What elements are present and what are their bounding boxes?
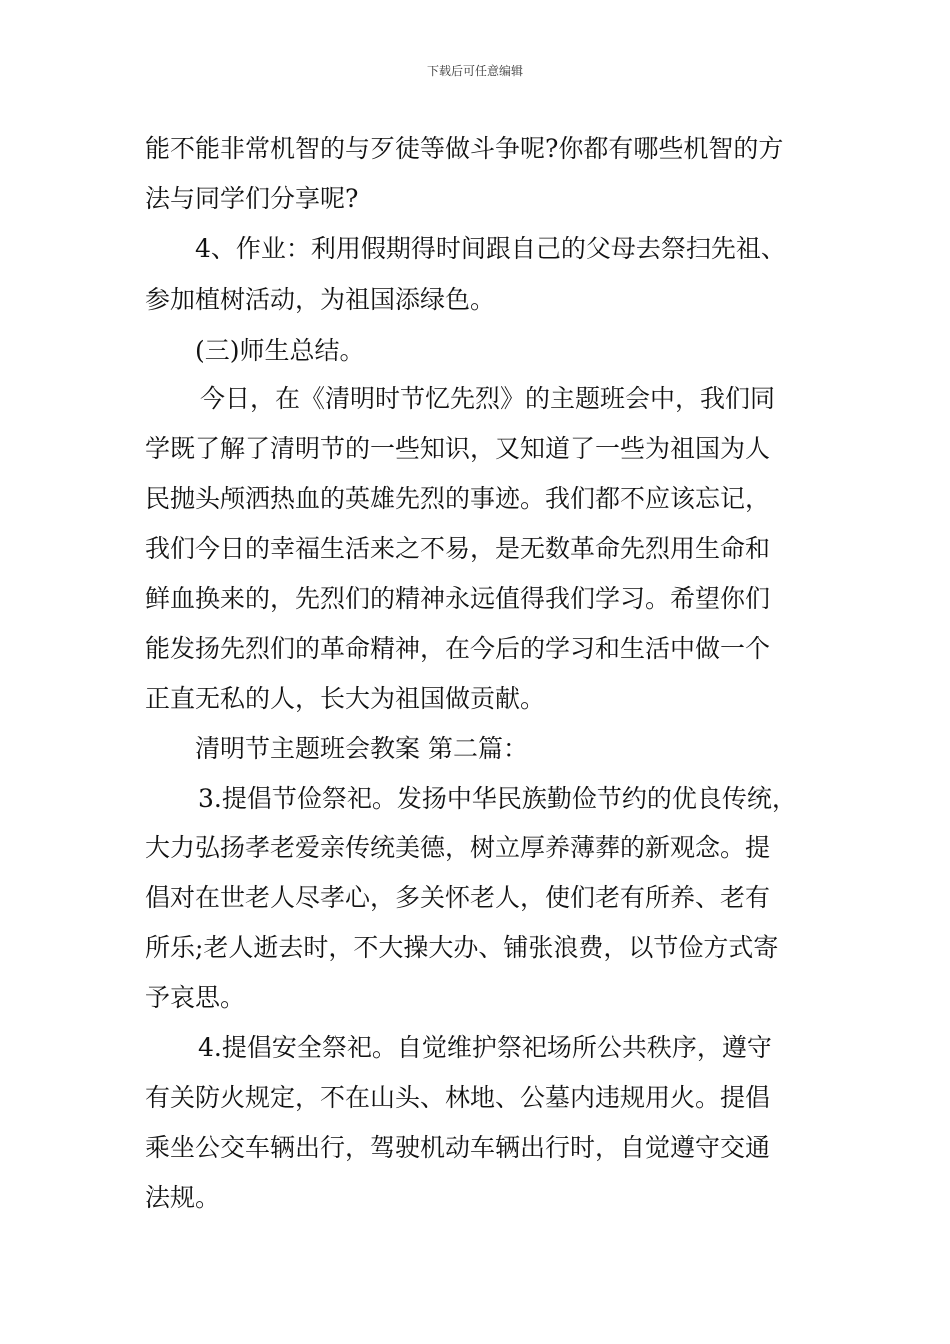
text-line: 我们今日的幸福生活来之不易，是无数革命先烈用生命和 (145, 534, 771, 563)
text-line: 所乐;老人逝去时，不大操大办、铺张浪费，以节俭方式寄 (145, 933, 779, 962)
text-line: 有关防火规定，不在山头、林地、公墓内违规用火。提倡 (145, 1083, 771, 1112)
page-header-note: 下载后可任意编辑 (426, 64, 523, 78)
text-line: 民抛头颅洒热血的英雄先烈的事迹。我们都不应该忘记， (145, 484, 771, 513)
text-line: 今日，在《清明时节忆先烈》的主题班会中，我们同 (200, 384, 776, 413)
text-line: 法与同学们分享呢? (145, 184, 359, 213)
text-line: 4、作业：利用假期得时间跟自己的父母去祭扫先祖、 (195, 234, 786, 263)
text-line: 大力弘扬孝老爱亲传统美德，树立厚养薄葬的新观念。提 (145, 833, 771, 862)
text-line: 能发扬先烈们的革命精神，在今后的学习和生活中做一个 (145, 634, 771, 663)
section-heading: 清明节主题班会教案 第二篇： (195, 734, 528, 763)
text-line: 参加植树活动，为祖国添绿色。 (145, 285, 496, 314)
text-line: 倡对在世老人尽孝心，多关怀老人，使们老有所养、老有 (145, 883, 771, 912)
text-line: 正直无私的人，长大为祖国做贡献。 (145, 684, 546, 713)
text-line: 能不能非常机智的与歹徒等做斗争呢?你都有哪些机智的方 (145, 134, 784, 163)
text-line: 4.提倡安全祭祀。自觉维护祭祀场所公共秩序，遵守 (198, 1033, 772, 1062)
text-line: 鲜血换来的，先烈们的精神永远值得我们学习。希望你们 (145, 584, 771, 613)
text-line: 法规。 (145, 1183, 221, 1212)
text-line: 予哀思。 (145, 983, 246, 1012)
text-line: (三)师生总结。 (195, 336, 365, 365)
text-line: 3.提倡节俭祭祀。发扬中华民族勤俭节约的优良传统， (198, 784, 797, 813)
text-line: 乘坐公交车辆出行，驾驶机动车辆出行时，自觉遵守交通 (145, 1133, 771, 1162)
text-line: 学既了解了清明节的一些知识，又知道了一些为祖国为人 (145, 434, 771, 463)
